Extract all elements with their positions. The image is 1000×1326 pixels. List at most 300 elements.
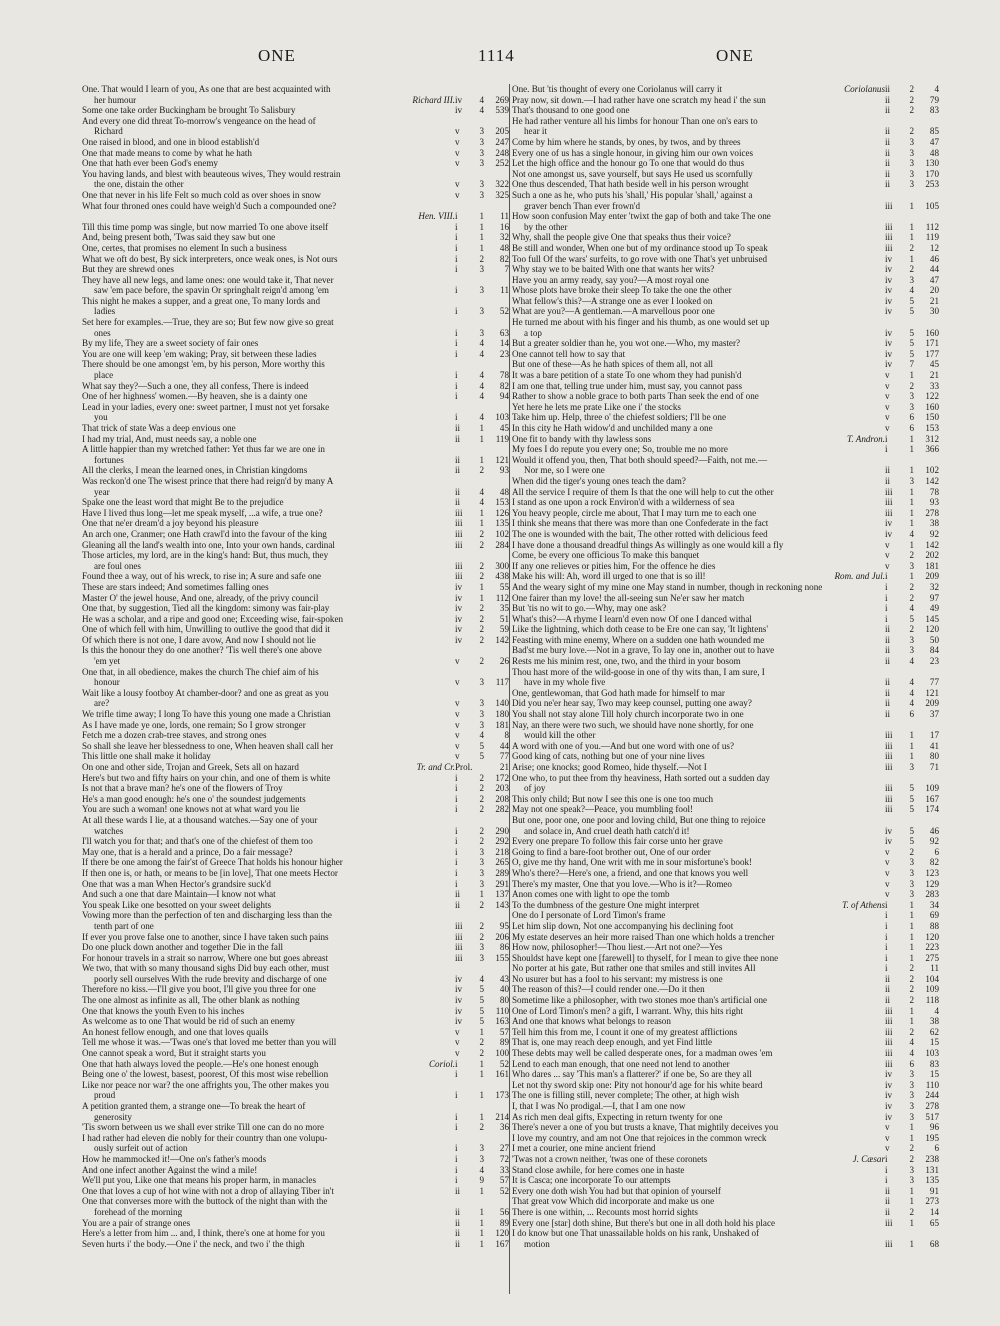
entry-quotation: All the service I require of them Is that the one will help to cut the other [512, 486, 774, 497]
entry-quotation: Do one pluck down another and together Die in the fall [82, 942, 284, 953]
act-scene-line-reference [885, 222, 939, 233]
line-number: 77 [499, 751, 509, 762]
concordance-entry [512, 709, 939, 720]
entry-quotation: by the other [524, 221, 568, 232]
concordance-entry [82, 741, 509, 752]
act-number: v [455, 751, 460, 762]
concordance-entry [512, 656, 939, 667]
entry-quotation: Make his will: Ah, word ill urged to one that is so ill! [512, 571, 706, 582]
entry-quotation: I have done a thousand dreadful things As willingly as one would kill a fly [512, 539, 784, 550]
concordance-entry [82, 518, 509, 529]
concordance-entry [82, 847, 509, 858]
act-scene-line-reference [455, 836, 509, 847]
line-number: 209 [925, 698, 939, 709]
concordance-entry [512, 730, 939, 741]
entry-quotation: year [94, 486, 110, 497]
act-scene-line-reference [885, 95, 939, 106]
line-number: 59 [499, 624, 509, 635]
scene-number: 1 [909, 465, 914, 476]
concordance-entry [512, 677, 939, 688]
entry-quotation: and solace in, And cruel death hath catch'd it! [524, 825, 690, 836]
scene-number: 2 [909, 1026, 914, 1037]
entry-quotation: One that hath ever been God's enemy [82, 158, 218, 169]
line-number: 51 [499, 613, 509, 624]
line-number: 84 [929, 645, 939, 656]
entry-quotation: That is, one may reach deep enough, and yet Find little [512, 1037, 713, 1048]
entry-quotation: Tell him this from me, I count it one of my greatest afflictions [512, 1026, 738, 1037]
concordance-entry [82, 995, 509, 1006]
line-number: 121 [925, 687, 939, 698]
concordance-entry [82, 169, 509, 180]
act-scene-line-reference [885, 571, 939, 582]
act-scene-line-reference [455, 783, 509, 794]
scene-number: 4 [909, 603, 914, 614]
entry-quotation: Whose plots have broke their sleep To take the one the other [512, 285, 732, 296]
scene-number: 1 [909, 253, 914, 264]
concordance-entry [82, 349, 509, 360]
scene-number: 3 [909, 560, 914, 571]
scene-number: 4 [909, 656, 914, 667]
scene-number: 3 [909, 762, 914, 772]
concordance-entry [512, 1027, 939, 1038]
line-number: 78 [499, 370, 509, 381]
entry-quotation: I had rather had eleven die nobly for their country than one volupu- [82, 1132, 328, 1143]
entry-quotation: He turned me about with his finger and his thumb, as one would set up [512, 317, 770, 328]
scene-number: 3 [909, 645, 914, 656]
entry-quotation: Who dares ... say 'This man's a flatterer?' if one be, So are they all [512, 1069, 752, 1080]
entry-quotation: But they are shrewd ones [82, 264, 174, 275]
act-scene-line-reference [885, 1143, 939, 1154]
entry-quotation: One that made means to come by what he hath [82, 147, 252, 158]
line-number: 80 [499, 995, 509, 1006]
act-number: i [455, 285, 458, 296]
concordance-entry [512, 518, 939, 529]
act-scene-line-reference [885, 1090, 939, 1101]
concordance-entry [512, 296, 939, 307]
entry-quotation: One that loves a cup of hot wine with not a drop of allaying Tiber in't [82, 1185, 334, 1196]
entry-quotation: One thus descended, That hath beside well in his person wrought [512, 179, 749, 190]
act-number: i [455, 348, 458, 359]
concordance-entry [512, 328, 939, 339]
line-number: 8 [504, 730, 509, 741]
act-scene-line-reference [885, 423, 939, 434]
act-scene-line-reference [455, 179, 509, 190]
concordance-entry [82, 984, 509, 995]
concordance-entry [512, 582, 939, 593]
act-scene-line-reference [455, 370, 509, 381]
entry-quotation: By my life, They are a sweet society of fair ones [82, 338, 259, 349]
act-scene-line-reference [885, 285, 939, 296]
line-number: 83 [929, 105, 939, 116]
entry-quotation: I had my trial, And, must needs say, a noble one [82, 433, 257, 444]
line-number: 140 [495, 698, 509, 709]
entry-quotation: You are one will keep 'em waking; Pray, sit between these ladies [82, 348, 317, 359]
entry-quotation: An honest fellow enough, and one that loves quails [82, 1026, 269, 1037]
concordance-entry [82, 635, 509, 646]
line-number: 208 [495, 793, 509, 804]
act-number: ii [885, 465, 891, 476]
left-column [82, 84, 509, 1294]
act-number: iii [455, 560, 463, 571]
entry-quotation: hear it [524, 126, 547, 137]
act-scene-line-reference [885, 561, 939, 572]
act-scene-line-reference [455, 434, 509, 445]
scene-number: 2 [479, 613, 484, 624]
scene-number: 1 [479, 518, 484, 529]
act-scene-line-reference [885, 137, 939, 148]
line-number: 142 [925, 539, 939, 550]
concordance-entry [82, 243, 509, 254]
concordance-entry [82, 306, 509, 317]
entry-quotation: This little one shall make it holiday [82, 751, 211, 762]
act-number: i [885, 952, 888, 963]
act-scene-line-reference [885, 783, 939, 794]
line-number: 63 [499, 327, 509, 338]
act-number: ii [885, 645, 891, 656]
act-number: iv [455, 613, 463, 624]
concordance-entry [82, 275, 509, 286]
concordance-entry [512, 953, 939, 964]
act-scene-line-reference [455, 1175, 509, 1186]
act-number: iv [885, 359, 893, 370]
line-number: 65 [929, 1217, 939, 1228]
scene-number: 2 [479, 931, 484, 942]
act-scene-line-reference [455, 921, 509, 932]
entry-quotation: would kill the other [524, 730, 596, 741]
concordance-entry [512, 232, 939, 243]
act-scene-line-reference [455, 984, 509, 995]
entry-quotation: Set here for examples.—True, they are so; But few now give so great [82, 317, 334, 328]
entry-quotation: Richard [94, 126, 123, 137]
act-number: iii [885, 740, 893, 751]
act-scene-line-reference [885, 709, 939, 720]
scene-number: 5 [909, 836, 914, 847]
act-scene-line-reference [885, 1239, 939, 1250]
line-number: 102 [925, 465, 939, 476]
concordance-entry [512, 762, 939, 773]
act-scene-line-reference [885, 487, 939, 498]
scene-number: 2 [479, 772, 484, 783]
concordance-entry [82, 423, 509, 434]
line-number: 82 [499, 253, 509, 264]
act-scene-line-reference [455, 720, 509, 731]
concordance-entry [512, 370, 939, 381]
act-scene-line-reference [455, 773, 509, 784]
act-number: v [885, 423, 890, 433]
act-number: v [455, 709, 460, 720]
entry-quotation: Would it offend you, then, That both should speed?—Faith, not me.— [512, 454, 768, 465]
concordance-entry [512, 720, 939, 731]
concordance-entry [82, 656, 509, 667]
entry-quotation: So shall she leave her blessedness to one, When heaven shall call her [82, 740, 334, 751]
concordance-entry [82, 1112, 509, 1123]
act-number: i [455, 1111, 458, 1122]
entry-quotation: watches [94, 825, 124, 836]
line-number: 15 [929, 1069, 939, 1080]
act-scene-line-reference [885, 910, 939, 921]
act-scene-line-reference [885, 328, 939, 339]
entry-quotation: When did the tiger's young ones teach the dam? [512, 475, 686, 486]
scene-number: 3 [909, 1069, 914, 1080]
act-number: ii [455, 465, 461, 476]
line-number: 95 [499, 920, 509, 931]
entry-quotation: I met a courier, one mine ancient friend [512, 1143, 656, 1154]
act-number: ii [885, 687, 891, 698]
act-number: iv [455, 603, 463, 614]
scene-number: 2 [909, 105, 914, 116]
line-number: 92 [929, 836, 939, 847]
concordance-entry [512, 391, 939, 402]
line-number: 517 [925, 1111, 939, 1122]
act-scene-line-reference [455, 953, 509, 964]
scene-number: 1 [909, 920, 914, 931]
concordance-entry [82, 900, 509, 911]
act-scene-line-reference [885, 593, 939, 604]
scene-number: 3 [909, 147, 914, 158]
concordance-entry [512, 222, 939, 233]
line-number: 48 [499, 486, 509, 497]
line-number: 21 [929, 370, 939, 381]
line-number: 129 [925, 878, 939, 889]
scene-number: 2 [479, 793, 484, 804]
line-number: 14 [929, 1206, 939, 1217]
entry-quotation: Let not thy sword skip one: Pity not honour'd age for his white beard [512, 1079, 763, 1090]
entry-quotation: All the clerks, I mean the learned ones, in Christian kingdoms [82, 465, 308, 476]
line-number: 205 [495, 126, 509, 137]
scene-number: 1 [479, 1069, 484, 1080]
act-number: v [885, 539, 890, 550]
scene-number: 3 [479, 942, 484, 953]
act-number: v [885, 391, 890, 402]
line-number: 273 [925, 1196, 939, 1207]
entry-quotation: One that, by suggestion, Tied all the kingdom: simony was fair-play [82, 603, 330, 614]
line-number: 52 [499, 1185, 509, 1196]
concordance-entry [82, 624, 509, 635]
scene-number: 6 [909, 423, 914, 433]
entry-quotation: Take him up. Help, three o' the chiefest soldiers; I'll be one [512, 412, 727, 423]
act-number: iv [885, 1111, 893, 1122]
entry-quotation: What we oft do best, By sick interpreters, once weak ones, is Not ours [82, 253, 338, 264]
line-number: 44 [929, 264, 939, 275]
entry-quotation: Is this the honour they do one another? 'Tis well there's one above [82, 645, 322, 656]
act-number: i [885, 571, 888, 582]
scene-number: 1 [479, 581, 484, 592]
concordance-entry [82, 1228, 509, 1239]
line-number: 21 [499, 762, 509, 772]
act-scene-line-reference [885, 254, 939, 265]
concordance-entry [82, 720, 509, 731]
concordance-entry [512, 751, 939, 762]
concordance-entry [512, 201, 939, 212]
entry-quotation: Why, shall the people give One that speaks thus their voice? [512, 232, 731, 243]
scene-number: 3 [479, 1143, 484, 1154]
line-number: 145 [925, 613, 939, 624]
concordance-entry [82, 1133, 509, 1144]
act-number: iii [455, 952, 463, 963]
entry-quotation: Such a one as he, who puts his 'shall,' His popular 'shall,' against a [512, 189, 753, 200]
line-number: 278 [925, 1101, 939, 1111]
act-scene-line-reference [455, 1006, 509, 1017]
concordance-entry [82, 84, 509, 95]
concordance-entry [512, 137, 939, 148]
scene-number: 3 [479, 306, 484, 317]
scene-number: 1 [909, 539, 914, 550]
act-scene-line-reference [455, 826, 509, 837]
scene-number: 3 [479, 878, 484, 889]
scene-number: 1 [479, 221, 484, 232]
act-scene-line-reference [885, 84, 939, 95]
act-scene-line-reference [885, 201, 939, 212]
act-number: iii [885, 1005, 893, 1016]
entry-quotation: What four throned ones could have weigh'd Such a compounded one? [82, 200, 337, 211]
concordance-entry [82, 465, 509, 476]
concordance-entry [82, 232, 509, 243]
concordance-entry [82, 571, 509, 582]
entry-quotation: One. That would I learn of you, As one that are best acquainted with [82, 84, 331, 94]
scene-number: 3 [479, 857, 484, 868]
entry-quotation: I am one that, telling true under him, must say, you cannot pass [512, 380, 742, 391]
concordance-entry [512, 1101, 939, 1112]
act-scene-line-reference [885, 688, 939, 699]
scene-number: 1 [479, 1228, 484, 1239]
concordance-entry [82, 105, 509, 116]
act-scene-line-reference [455, 804, 509, 815]
act-scene-line-reference [885, 635, 939, 646]
entry-quotation: One cannot speak a word, But it straight starts you [82, 1048, 266, 1059]
act-number: iv [885, 348, 893, 359]
act-number: ii [455, 1185, 461, 1196]
entry-quotation: her humour [94, 94, 137, 105]
entry-quotation: One fairer than my love! the all-seeing sun Ne'er saw her match [512, 592, 745, 603]
act-number: ii [885, 698, 891, 709]
concordance-entry [82, 328, 509, 339]
line-number: 40 [499, 984, 509, 995]
entry-quotation: But one of these—As he hath spices of them all, not all [512, 359, 714, 370]
act-number: iv [885, 1101, 893, 1111]
line-number: 35 [499, 603, 509, 614]
concordance-entry [82, 1090, 509, 1101]
concordance-entry [82, 476, 509, 487]
concordance-entry [82, 815, 509, 826]
entry-quotation: fortunes [94, 454, 124, 465]
scene-number: 2 [479, 1037, 484, 1048]
line-number: 275 [925, 952, 939, 963]
act-number: ii [455, 1228, 461, 1239]
scene-number: 9 [479, 1175, 484, 1186]
line-number: 93 [929, 497, 939, 508]
act-scene-line-reference [455, 381, 509, 392]
scene-number: 1 [909, 433, 914, 444]
entry-quotation: An arch one, Cranmer; one Hath crawl'd into the favour of the king [82, 528, 327, 539]
entry-quotation: One that, in all obedience, makes the church The chief aim of his [82, 666, 319, 677]
concordance-entry [512, 921, 939, 932]
act-scene-line-reference [885, 179, 939, 190]
act-scene-line-reference [885, 836, 939, 847]
page-number: 1114 [478, 46, 515, 65]
act-scene-line-reference [885, 1133, 939, 1144]
entry-quotation: Who's there?—Here's one, a friend, and one that knows you well [512, 867, 749, 878]
scene-number: 2 [909, 1153, 914, 1164]
act-number: ii [885, 709, 891, 720]
act-number: iv [455, 634, 463, 645]
act-scene-line-reference [455, 1090, 509, 1101]
entry-quotation: Let him slip down, Not one accompanying his declining foot [512, 920, 734, 931]
entry-quotation: The one is filling still, never complete; The other, at high wish [512, 1090, 740, 1101]
entry-quotation: One of which fell with him, Unwilling to outlive the good that did it [82, 624, 331, 635]
act-scene-line-reference [885, 1122, 939, 1133]
entry-quotation: How soon confusion May enter 'twixt the gap of both and take The one [512, 211, 771, 222]
entry-quotation: You shall not stay alone Till holy church incorporate two in one [512, 709, 744, 720]
act-scene-line-reference [455, 540, 509, 551]
entry-quotation: Be still and wonder, When one but of my ordinance stood up To speak [512, 242, 768, 253]
entry-quotation: Too full Of the wars' surfeits, to go rove with one That's yet unbruised [512, 253, 768, 264]
act-scene-line-reference [885, 624, 939, 635]
line-number: 96 [929, 1122, 939, 1133]
act-number: iv [885, 274, 893, 285]
line-number: 52 [499, 1058, 509, 1069]
act-number: v [455, 677, 460, 688]
entry-quotation: Tell me whose it was.—'Twas one's that loved me better than you will [82, 1037, 337, 1048]
play-title: Richard III. [412, 94, 455, 105]
entry-quotation: One that was a man When Hector's grandsire suck'd [82, 878, 271, 889]
scene-number: 3 [909, 1164, 914, 1175]
act-number: ii [455, 486, 461, 497]
entry-quotation: You heavy people, circle me about, That I may turn me to each one [512, 507, 757, 518]
entry-quotation: Have I lived thus long—let me speak myself, ...a wife, a true one? [82, 507, 323, 518]
scene-number: 1 [479, 1058, 484, 1069]
scene-number: 2 [479, 804, 484, 815]
header-right-keyword: ONE [716, 46, 754, 65]
entry-quotation: graver bench Than ever frown'd [524, 200, 641, 211]
act-number: iii [885, 1217, 893, 1228]
concordance-entry [82, 296, 509, 307]
act-number: ii [455, 1238, 461, 1249]
act-scene-line-reference [885, 1196, 939, 1207]
act-scene-line-reference [885, 434, 939, 445]
act-scene-line-reference [455, 148, 509, 159]
scene-number: 4 [479, 348, 484, 359]
act-scene-line-reference [885, 857, 939, 868]
act-number: Prol. [455, 762, 473, 772]
act-number: i [455, 878, 458, 889]
scene-number: 5 [479, 751, 484, 762]
scene-number: 1 [479, 889, 484, 900]
act-scene-line-reference [885, 349, 939, 360]
act-number: v [885, 1122, 890, 1133]
concordance-entry [512, 126, 939, 137]
scene-number: 1 [909, 931, 914, 942]
line-number: 57 [499, 1026, 509, 1037]
act-scene-line-reference [455, 1069, 509, 1080]
scene-number: 3 [479, 719, 484, 730]
line-number: 43 [499, 973, 509, 984]
line-number: 102 [495, 528, 509, 539]
scene-number: 1 [909, 1217, 914, 1228]
scene-number: 1 [909, 1005, 914, 1016]
entry-quotation: But 'tis no wit to go.—Why, may one ask? [512, 603, 667, 614]
scene-number: 1 [479, 1026, 484, 1037]
act-scene-line-reference [885, 232, 939, 243]
concordance-entry [512, 1016, 939, 1027]
act-number: iii [455, 942, 463, 953]
concordance-entry [82, 412, 509, 423]
act-number: i [455, 1175, 458, 1186]
concordance-entry [512, 815, 939, 826]
concordance-entry [82, 370, 509, 381]
scene-number: 2 [479, 539, 484, 550]
concordance-entry [512, 667, 939, 678]
header-left-keyword: ONE [258, 46, 296, 65]
